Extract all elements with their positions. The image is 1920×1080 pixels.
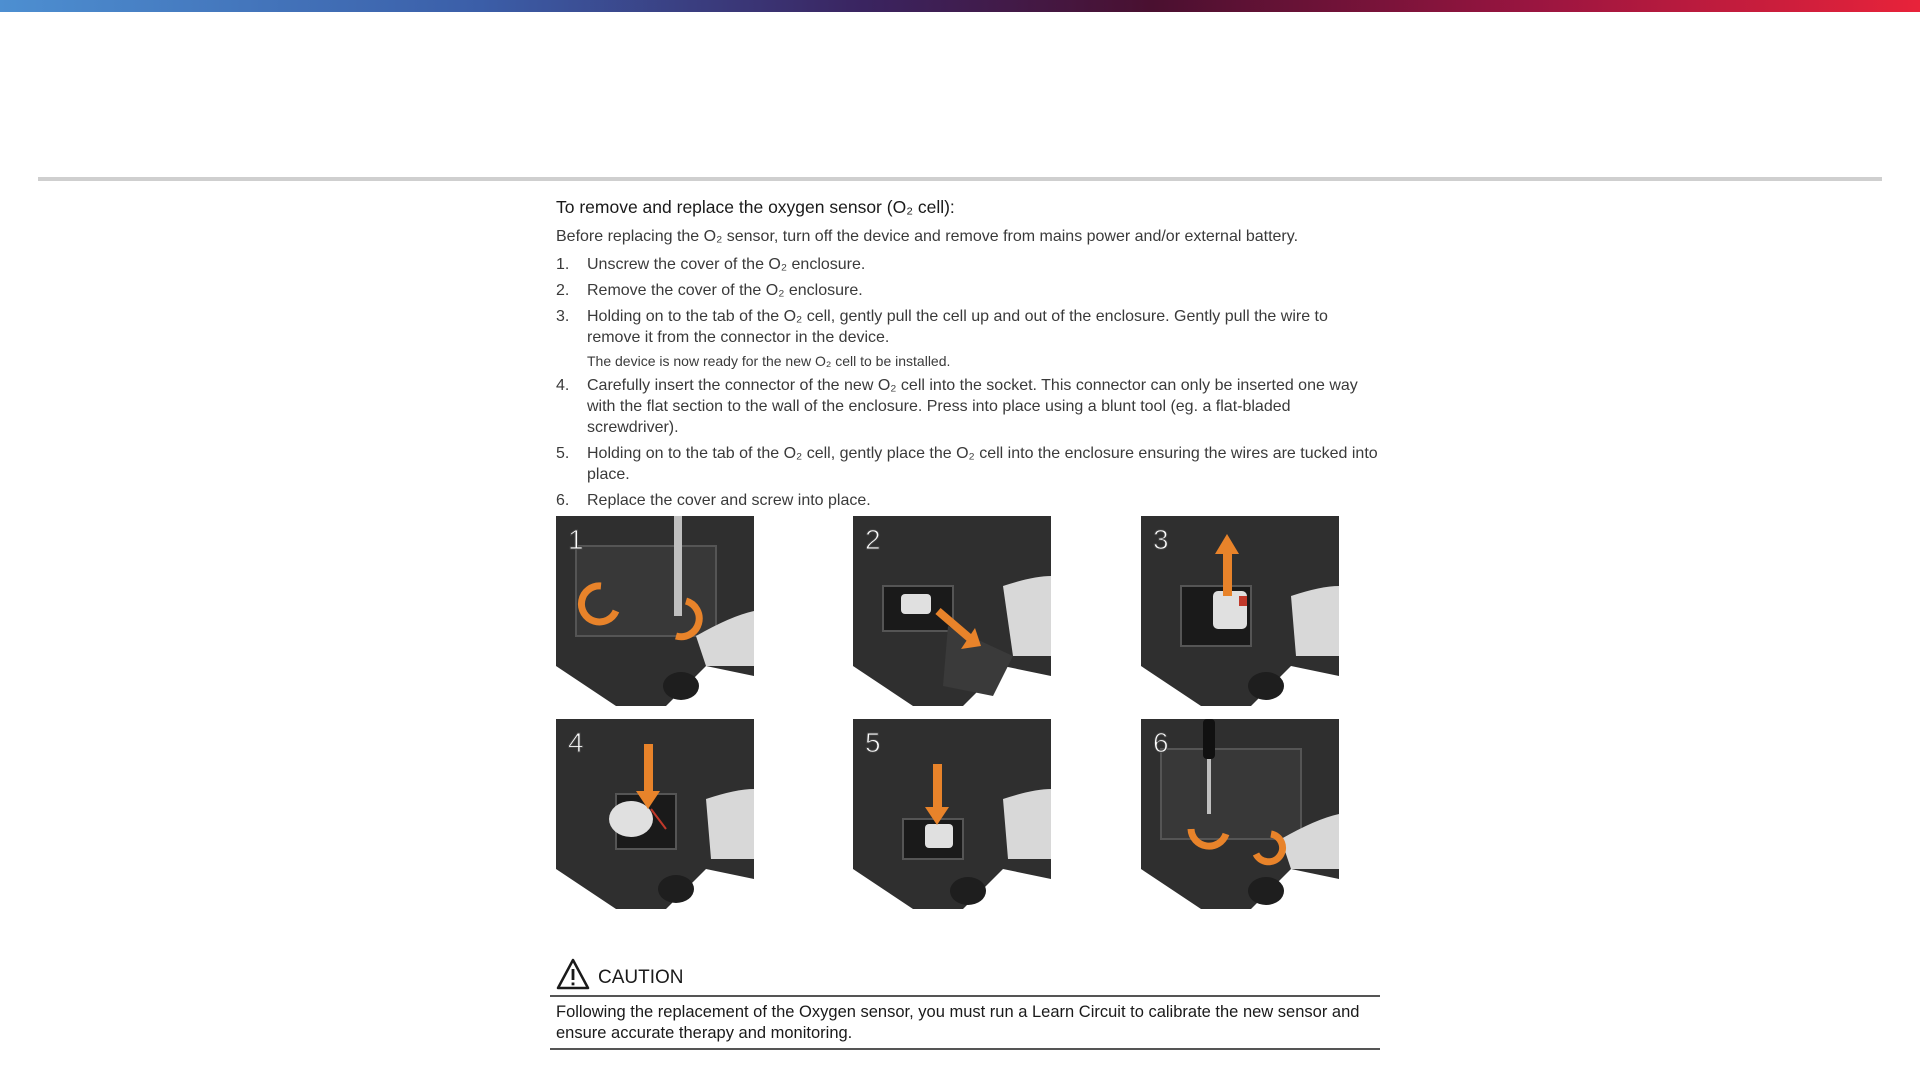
figure-step-3 (1141, 516, 1339, 706)
section-heading: To remove and replace the oxygen sensor (O₂ cell): (556, 197, 955, 217)
step-number: 5. (556, 445, 570, 462)
step-item (556, 306, 1380, 348)
intro-paragraph: Before replacing the O₂ sensor, turn off the device and remove from mains power and/or external battery. (556, 228, 1299, 245)
header-divider (38, 177, 1882, 181)
step-number: 3. (556, 308, 570, 325)
step-text: Unscrew the cover of the O₂ enclosure. (587, 256, 866, 273)
step-item (556, 375, 1380, 438)
device-illustration (1141, 719, 1339, 909)
device-illustration (556, 719, 754, 909)
figure-number: 4 (568, 727, 584, 758)
figure-grid (556, 516, 1380, 922)
figure-step-5 (853, 719, 1051, 909)
figure-step-4 (556, 719, 754, 909)
figure-step-6 (1141, 719, 1339, 909)
caution-label: CAUTION (598, 967, 684, 988)
device-illustration (853, 516, 1051, 706)
device-illustration (1141, 516, 1339, 706)
caution-block (556, 956, 1380, 990)
step-text: Holding on to the tab of the O₂ cell, gently pull the cell up and out of the enclosure. Gently pull the wire to remove it from the connector in the device. (587, 308, 1328, 346)
figure-step-1 (556, 516, 754, 706)
figure-number: 2 (865, 524, 881, 555)
top-gradient-bar (0, 0, 1920, 12)
figure-number: 3 (1153, 524, 1169, 555)
figure-number: 6 (1153, 727, 1169, 758)
step-item (556, 443, 1380, 485)
caution-header (556, 956, 1380, 990)
figure-number: 5 (865, 727, 881, 758)
device-illustration (853, 719, 1051, 909)
step-number: 2. (556, 282, 570, 299)
step-text: Carefully insert the connector of the new O₂ cell into the socket. This connector can only be inserted one way with the flat section to the wall of the enclosure. Press into place using a blunt tool (eg. a flat-bladed screwdriver). (587, 377, 1358, 436)
step-item (556, 280, 1380, 301)
figure-number: 1 (568, 524, 584, 555)
step-note: The device is now ready for the new O₂ cell to be installed. (587, 353, 951, 369)
step-text: Replace the cover and screw into place. (587, 492, 871, 509)
step-item (556, 490, 1380, 511)
step-text: Holding on to the tab of the O₂ cell, gently place the O₂ cell into the enclosure ensuring the wires are tucked into place. (587, 445, 1378, 483)
step-item (556, 254, 1380, 275)
caution-top-rule (550, 995, 1380, 997)
warning-icon (556, 958, 590, 990)
device-illustration (556, 516, 754, 706)
instructions-section (556, 196, 1380, 922)
caution-bottom-rule (550, 1048, 1380, 1050)
step-number: 1. (556, 256, 570, 273)
step-text: Remove the cover of the O₂ enclosure. (587, 282, 863, 299)
caution-text: Following the replacement of the Oxygen sensor, you must run a Learn Circuit to calibrate the new sensor and ensure accurate therapy and monitoring. (556, 1003, 1360, 1042)
step-number: 4. (556, 377, 570, 394)
figure-step-2 (853, 516, 1051, 706)
step-number: 6. (556, 492, 570, 509)
